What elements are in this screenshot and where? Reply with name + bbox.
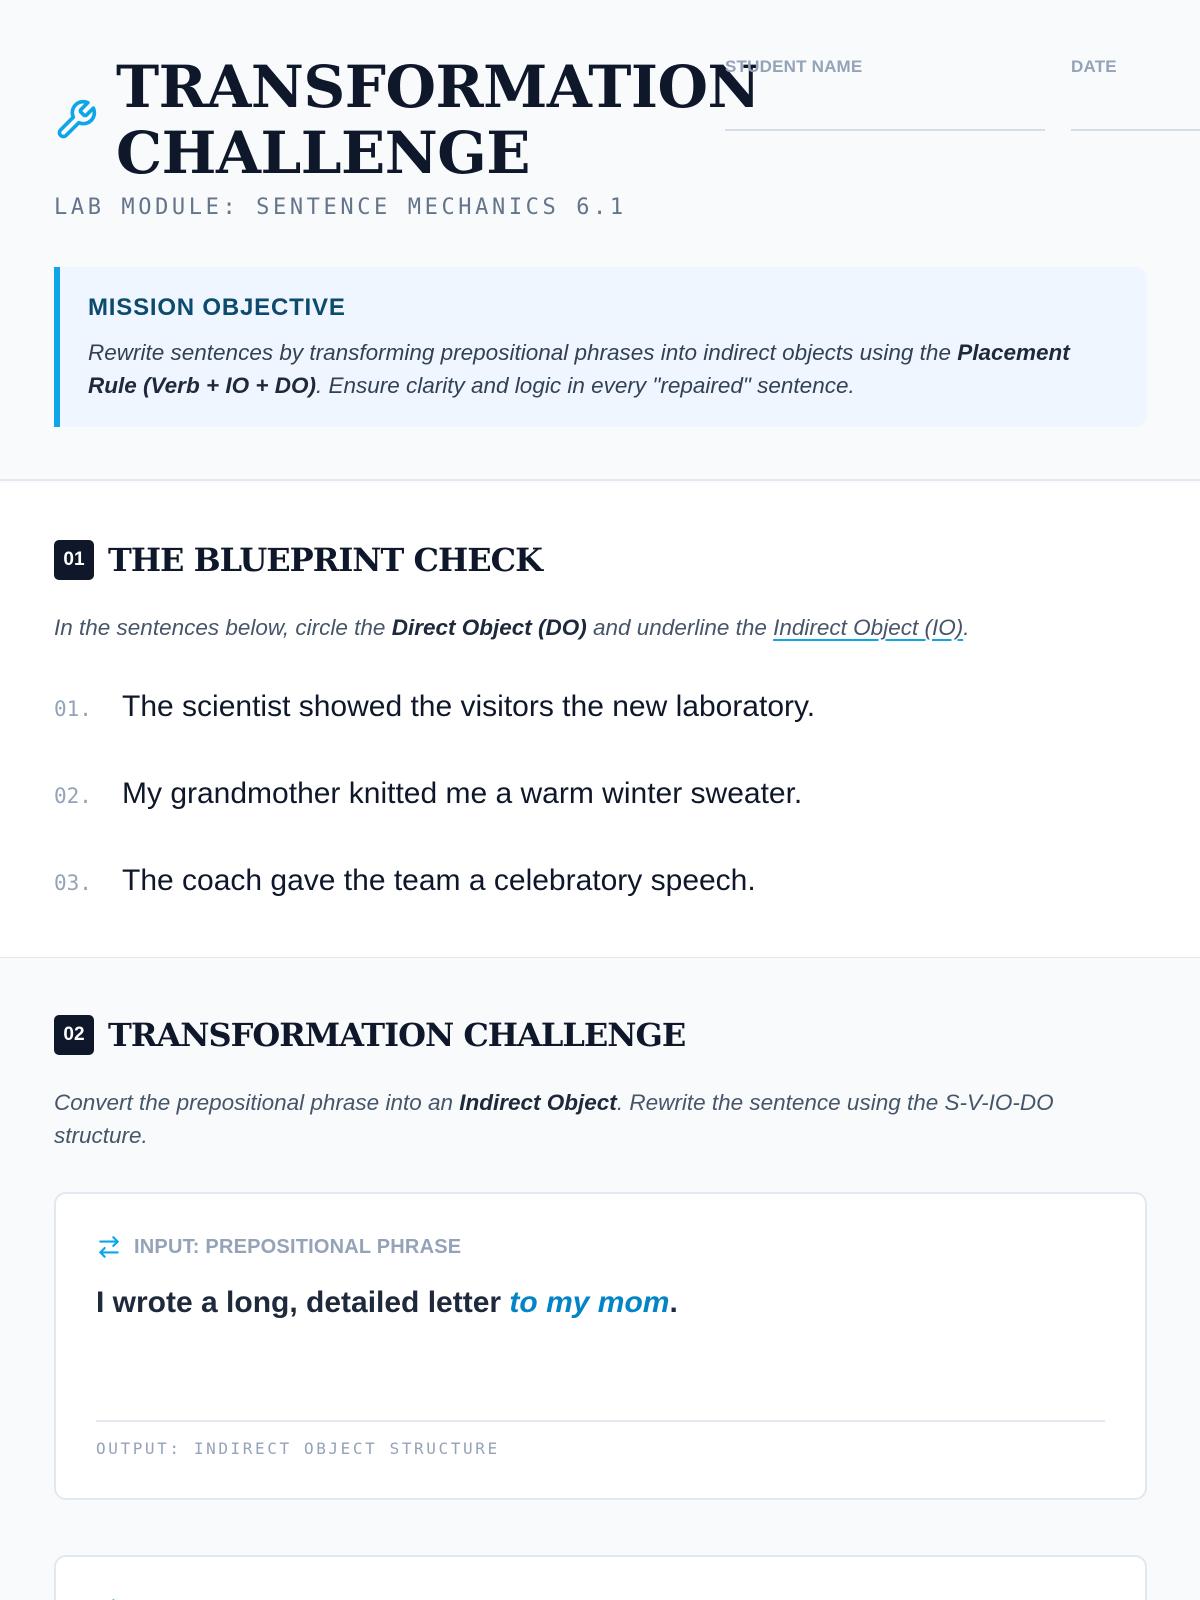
item-number: 02. — [54, 784, 92, 808]
section-blueprint-check — [0, 483, 1200, 958]
sentence-part: . — [669, 1286, 678, 1319]
sentence-part: I wrote a long, detailed letter — [96, 1286, 510, 1319]
mission-text-part: . Ensure clarity and logic in every "repaired" sentence. — [315, 373, 855, 398]
transformation-card — [54, 1555, 1147, 1600]
instr-text: In the sentences below, circle the — [54, 615, 392, 640]
section-instructions — [54, 611, 1144, 644]
list-item[interactable] — [54, 864, 756, 898]
worksheet-header — [0, 0, 1200, 481]
instr-text: . — [963, 615, 970, 640]
date-label: DATE — [1071, 57, 1117, 76]
student-name-field[interactable] — [725, 129, 1045, 131]
instr-text: . Rewrite the sentence using the S-V-IO-DO structure. — [54, 1090, 1054, 1148]
section-heading — [54, 1015, 685, 1055]
mission-title: MISSION OBJECTIVE — [88, 294, 346, 321]
item-sentence: The scientist showed the visitors the new laboratory. — [122, 690, 816, 723]
section-number-badge: 02 — [54, 1015, 94, 1055]
mission-text-part: Rewrite sentences by transforming prepositional phrases into indirect objects using the — [88, 340, 958, 365]
list-item[interactable] — [54, 690, 815, 724]
transformation-card — [54, 1192, 1147, 1500]
section-number-badge: 01 — [54, 540, 94, 580]
wrench-icon — [54, 98, 98, 142]
input-sentence — [96, 1286, 678, 1320]
section-heading — [54, 540, 542, 580]
module-subtitle: LAB MODULE: SENTENCE MECHANICS 6.1 — [54, 195, 627, 220]
item-number: 01. — [54, 697, 92, 721]
list-item[interactable] — [54, 777, 802, 811]
mission-objective-box — [54, 267, 1147, 427]
page-title-line1: TRANSFORMATION — [116, 53, 761, 121]
page-title — [116, 53, 761, 187]
student-name-label: STUDENT NAME — [725, 57, 863, 76]
instr-text: Convert the prepositional phrase into an — [54, 1090, 460, 1115]
item-sentence: My grandmother knitted me a warm winter sweater. — [122, 777, 803, 810]
page-title-line2: CHALLENGE — [116, 119, 530, 187]
card-input-label-text: INPUT: PREPOSITIONAL PHRASE — [134, 1235, 462, 1258]
indirect-object-term: Indirect Object — [459, 1090, 617, 1115]
answer-line[interactable] — [96, 1420, 1105, 1422]
card-input-label — [96, 1234, 461, 1260]
card-output-label: OUTPUT: INDIRECT OBJECT STRUCTURE — [96, 1439, 500, 1458]
prepositional-phrase: to my mom — [509, 1286, 670, 1319]
section-title: TRANSFORMATION CHALLENGE — [108, 1016, 686, 1054]
swap-arrows-icon — [96, 1234, 122, 1260]
section-title: THE BLUEPRINT CHECK — [108, 541, 542, 579]
instr-text: and underline the — [586, 615, 774, 640]
placement-rule: Placement Rule (Verb + IO + DO) — [88, 340, 1070, 398]
item-number: 03. — [54, 871, 92, 895]
date-field[interactable] — [1071, 129, 1200, 131]
mission-text — [88, 336, 1117, 402]
direct-object-term: Direct Object (DO) — [391, 615, 587, 640]
indirect-object-term: Indirect Object (IO) — [773, 615, 964, 640]
section-instructions — [54, 1086, 1129, 1152]
item-sentence: The coach gave the team a celebratory speech. — [122, 864, 756, 897]
